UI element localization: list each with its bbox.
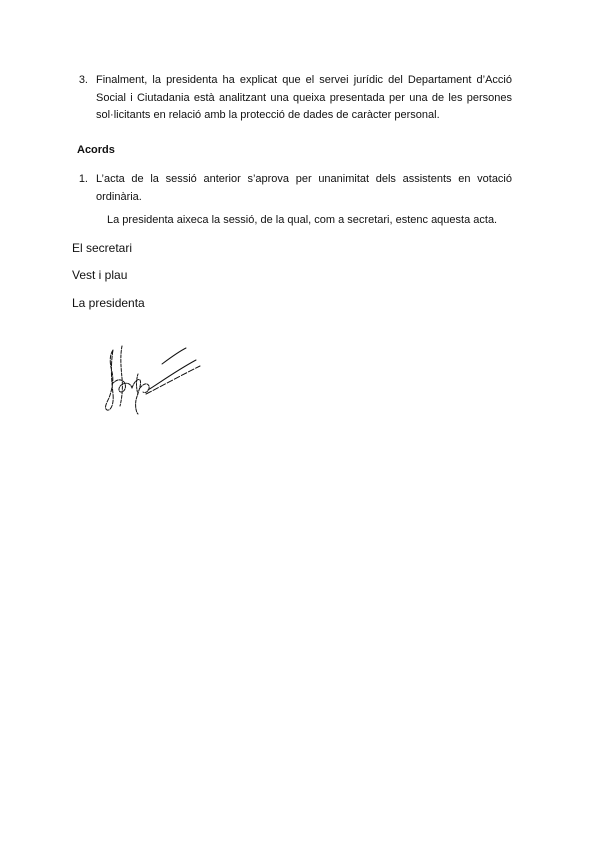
section-heading-agreements: Acords bbox=[77, 144, 115, 156]
president-label: La presidenta bbox=[72, 296, 145, 310]
handwritten-signature-icon bbox=[96, 344, 206, 420]
list-item-number: 1. bbox=[78, 173, 88, 185]
list-item bbox=[70, 171, 530, 207]
approval-label: Vest i plau bbox=[72, 268, 128, 282]
list-item-number: 3. bbox=[78, 74, 88, 86]
list-item-text: L’acta de la sessió anterior s’aprova per unanimitat dels assistents en votació ordinària. bbox=[96, 173, 512, 203]
list-item bbox=[70, 72, 530, 126]
list-item-text: Finalment, la presidenta ha explicat que el servei jurídic del Departament d’Acció Social i Ciutadania està analitzant una queixa presentada per una de les persones sol·licitants en relació amb la protecció de dades de caràcter personal. bbox=[96, 74, 512, 121]
secretary-label: El secretari bbox=[72, 241, 133, 255]
closing-paragraph: La presidenta aixeca la sessió, de la qual, com a secretari, estenc aquesta acta. bbox=[107, 214, 498, 226]
